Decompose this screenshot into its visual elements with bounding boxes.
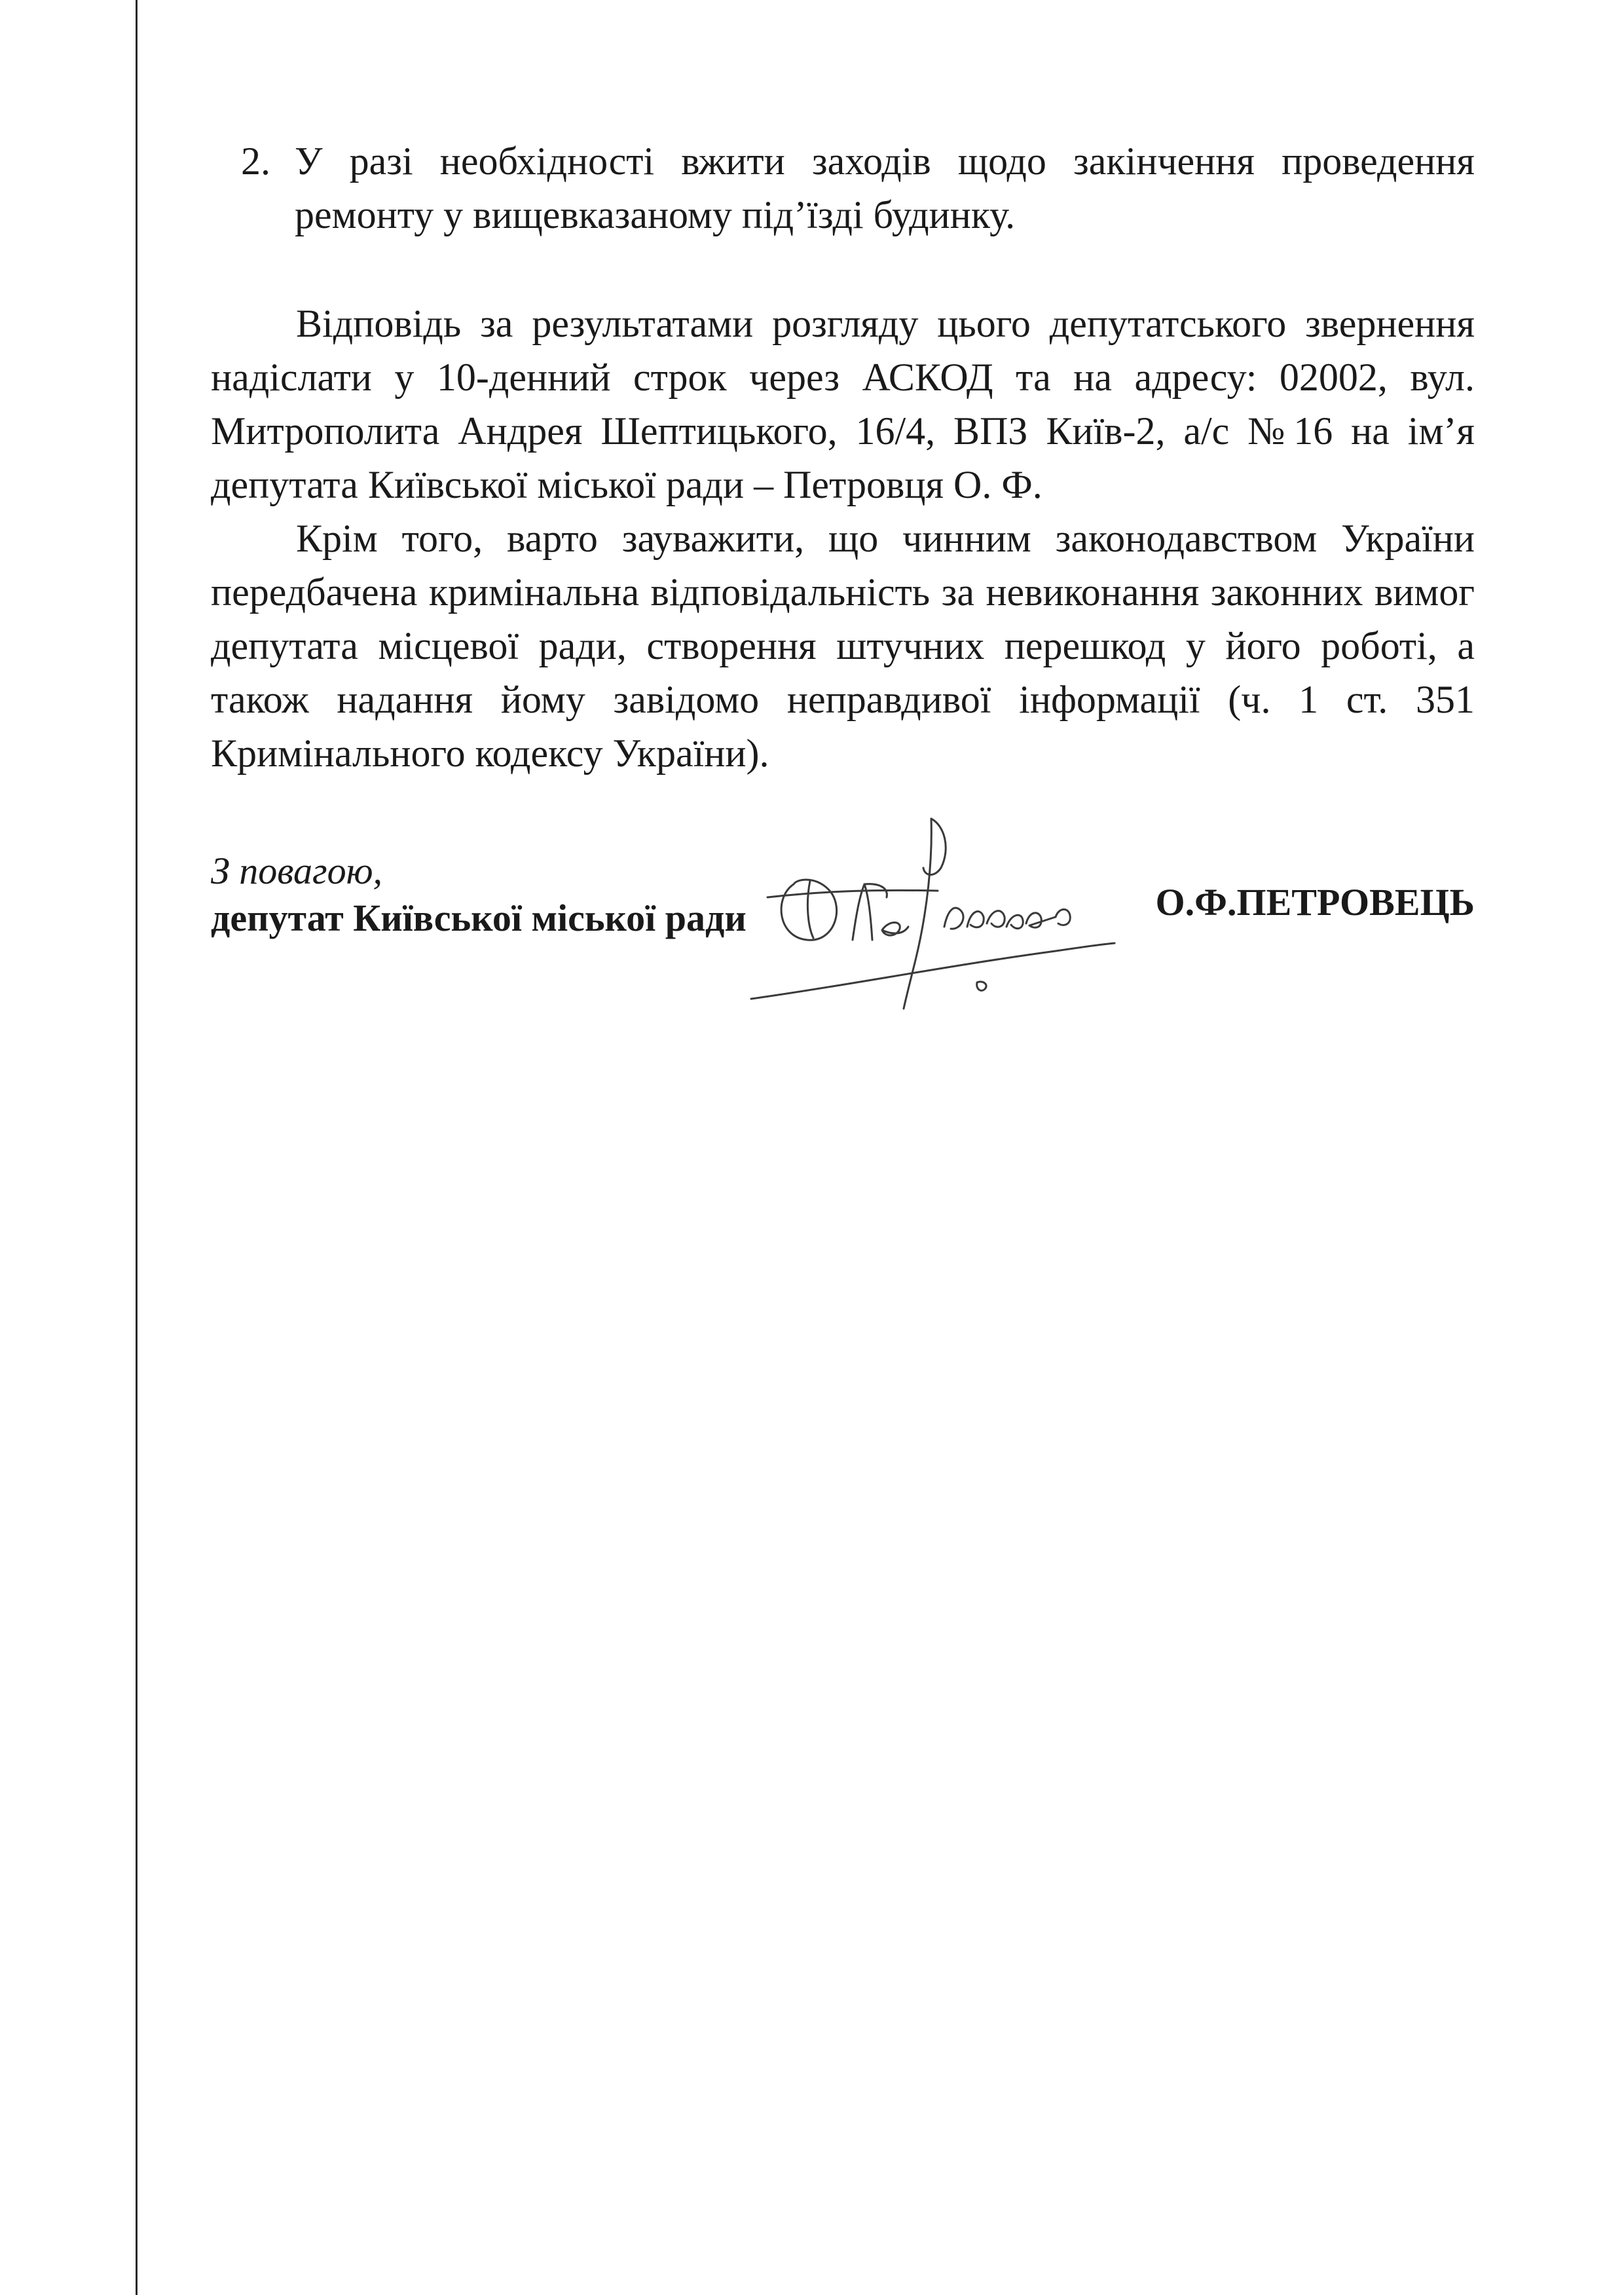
list-item-text: У разі необхідності вжити заходів щодо закінчення проведення ремонту у вищевказаному під’їзді будинку. — [295, 140, 1475, 236]
signer-name: О.Ф.ПЕТРОВЕЦЬ — [1155, 881, 1475, 924]
legal-notice-paragraph: Крім того, варто зауважити, що чинним законодавством України передбачена кримінальна відповідальність за невиконання законних вимог депутата місцевої ради, створення штучних перешкод у його роботі, а також надання йому завідомо неправдивої інформації (ч. 1 ст. 351 Кримінального кодексу України). — [211, 517, 1475, 775]
signer-position: депутат Київської міської ради — [211, 897, 747, 939]
signature-block — [211, 848, 1475, 1045]
letter-body — [211, 134, 1475, 780]
handwritten-signature — [748, 799, 1128, 1015]
list-number: 2. — [241, 140, 270, 183]
closing-greeting: З повагою, — [211, 849, 383, 892]
page-edge-line — [136, 0, 138, 2295]
list-item-2 — [211, 134, 1475, 242]
response-paragraph: Відповідь за результатами розгляду цього депутатського звернення надіслати у 10-денний строк через АСКОД та на адресу: 02002, вул. Митрополита Андрея Шептицького, 16/4, ВПЗ Київ-2, а/с №16 на ім’я депутата Київської міської ради – Петровця О. Ф. — [211, 302, 1475, 506]
